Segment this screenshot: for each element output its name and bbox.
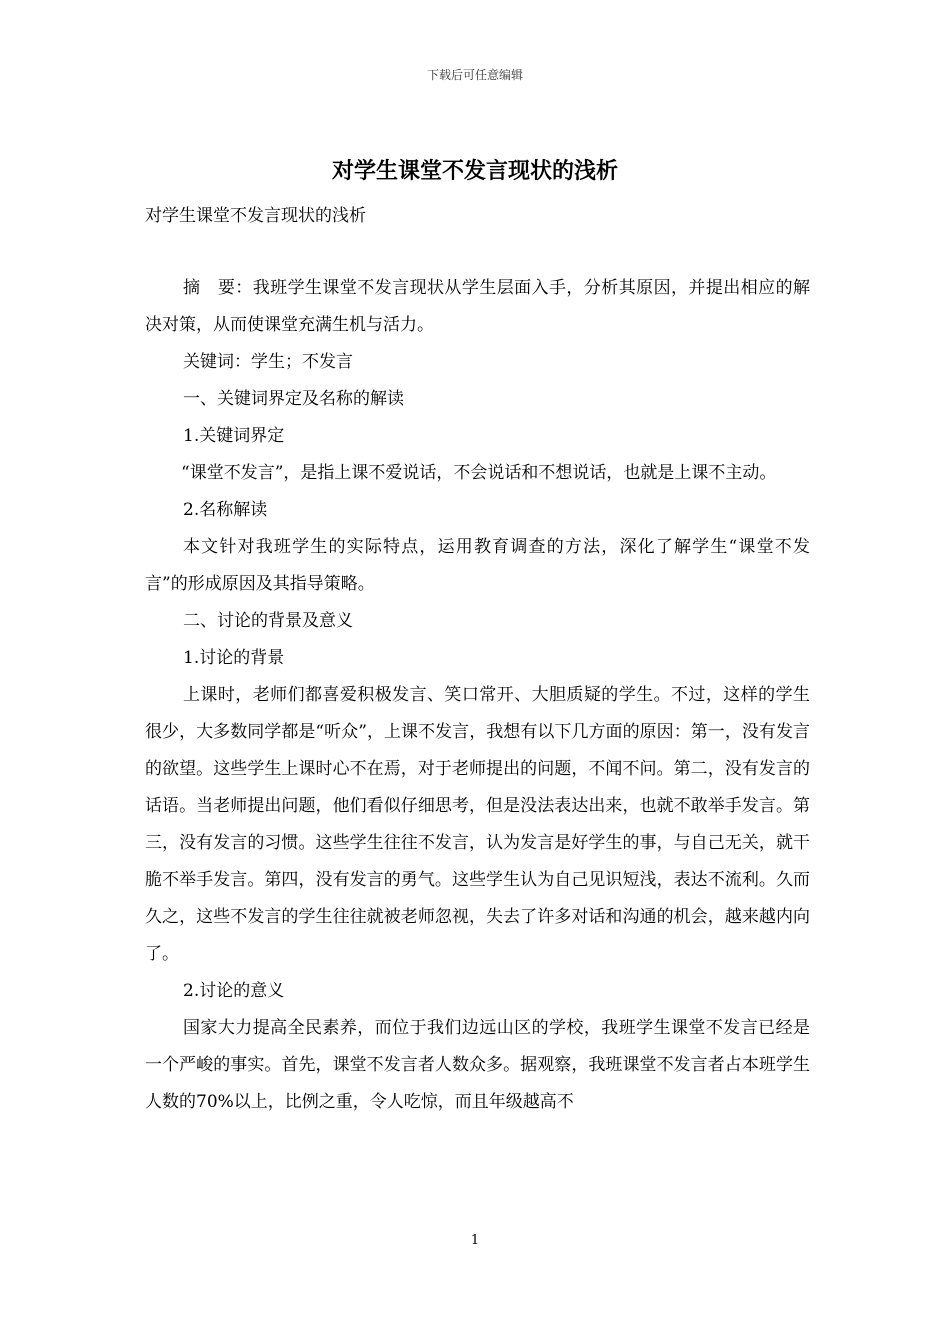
section-heading: 一、关键词界定及名称的解读 xyxy=(183,389,404,409)
section-heading: 二、讨论的背景及意义 xyxy=(183,611,353,631)
page-header: 下载后可任意编辑 xyxy=(426,68,523,82)
body-paragraph: 上课时，老师们都喜爱积极发言、笑口常开、大胆质疑的学生。不过，这样的学生很少，大多数同学都是“听众”，上课不发言，我想有以下几方面的原因：第一，没有发言的欲望。这些学生上课时心不在焉，对于老师提出的问题，不闻不问。第二，没有发言的话语。当老师提出问题，他们看似仔细思考，但是没法表达出来，也就不敢举手发言。第三，没有发言的习惯。这些学生往往不发言，认为发言是好学生的事，与自己无关，就干脆不举手发言。第四，没有发言的勇气。这些学生认为自己见识短浅，表达不流利。久而久之，这些不发言的学生往往就被老师忽视，失去了许多对话和沟通的机会，越来越内向了。 xyxy=(145,685,810,964)
page-number: 1 xyxy=(470,1233,480,1248)
subsection-heading: 1.讨论的背景 xyxy=(183,648,285,668)
document-subtitle: 对学生课堂不发言现状的浅析 xyxy=(145,206,366,226)
document-body xyxy=(145,270,810,1121)
document-title: 对学生课堂不发言现状的浅析 xyxy=(331,159,618,184)
body-paragraph: “课堂不发言”，是指上课不爱说话，不会说话和不想说话，也就是上课不主动。 xyxy=(181,463,777,483)
subsection-heading: 1.关键词界定 xyxy=(183,426,285,446)
subsection-heading: 2.名称解读 xyxy=(183,500,268,520)
body-paragraph: 国家大力提高全民素养，而位于我们边远山区的学校，我班学生课堂不发言已经是一个严峻的事实。首先，课堂不发言者人数众多。据观察，我班课堂不发言者占本班学生人数的70%以上，比例之重，令人吃惊，而且年级越高不 xyxy=(145,1018,810,1112)
body-paragraph: 本文针对我班学生的实际特点，运用教育调查的方法，深化了解学生“课堂不发言”的形成原因及其指导策略。 xyxy=(145,537,810,594)
subsection-heading: 2.讨论的意义 xyxy=(183,981,285,1001)
abstract-paragraph: 摘 要：我班学生课堂不发言现状从学生层面入手，分析其原因，并提出相应的解决对策，从而使课堂充满生机与活力。 xyxy=(145,278,810,335)
keywords-paragraph: 关键词：学生；不发言 xyxy=(183,352,353,372)
